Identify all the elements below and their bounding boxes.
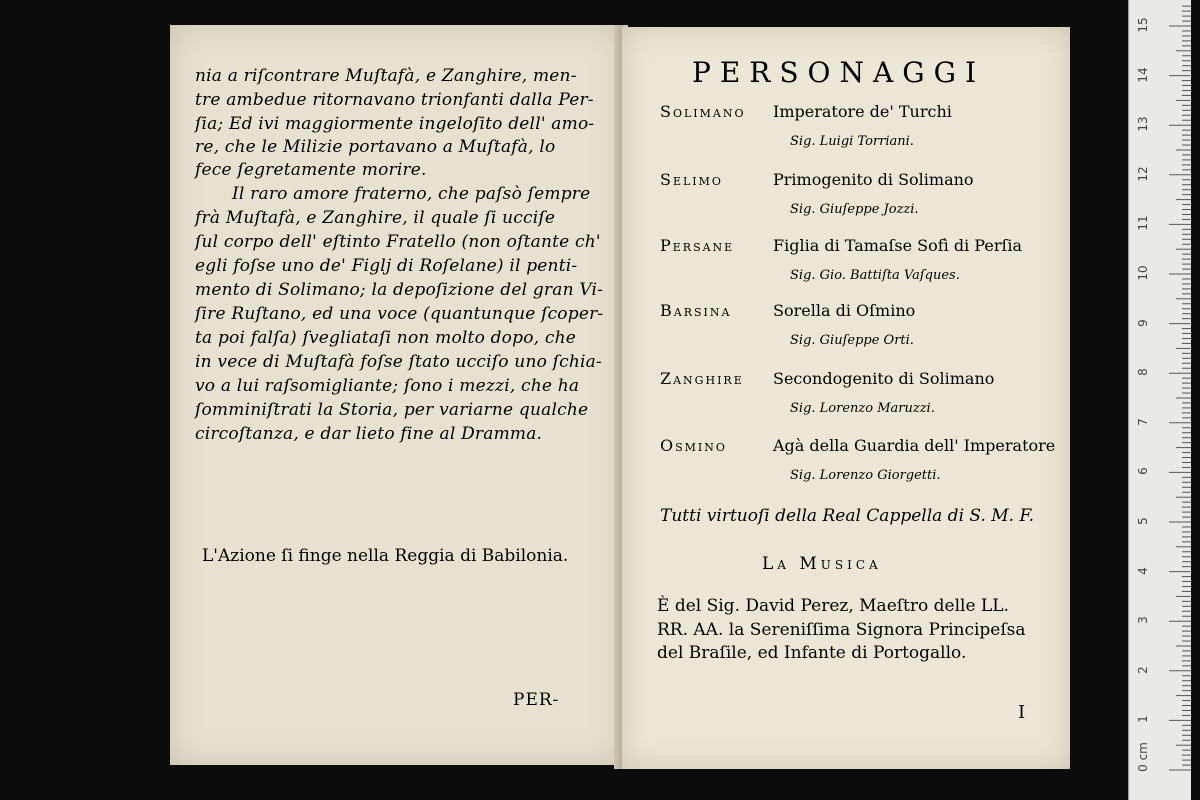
character-name: Zanghire bbox=[660, 369, 744, 388]
ruler-label: 9 bbox=[1136, 318, 1150, 327]
left-page-line: ſomminiſtrati la Storia, per variarne qualche bbox=[195, 400, 589, 420]
music-credit-line: RR. AA. la Sereniſſima Signora Principeſsa bbox=[657, 620, 1026, 640]
character-name: Osmino bbox=[660, 436, 727, 455]
left-page-line: Il raro amore fraterno, che paſsò ſempre bbox=[232, 184, 591, 204]
ruler-label: 14 bbox=[1136, 66, 1150, 83]
ruler-label: 11 bbox=[1136, 215, 1150, 232]
left-page-line: re, che le Milizie portavano a Muſtafà, lo bbox=[195, 137, 556, 157]
character-singer: Sig. Giuſeppe Jozzi. bbox=[790, 202, 919, 217]
page-number: I bbox=[1018, 702, 1026, 723]
music-heading: La Musica bbox=[762, 554, 882, 574]
page-title: PERSONAGGI bbox=[692, 56, 986, 89]
character-name: Barsina bbox=[660, 301, 732, 320]
setting-line: L'Azione ſi finge nella Reggia di Babilonia. bbox=[202, 546, 569, 566]
character-singer: Sig. Lorenzo Maruzzi. bbox=[790, 401, 935, 416]
left-page-line: nia a riſcontrare Muſtafà, e Zanghire, men- bbox=[195, 66, 577, 86]
character-name: Solimano bbox=[660, 102, 746, 121]
ruler-label: 8 bbox=[1136, 368, 1150, 377]
character-description: Agà della Guardia dell' Imperatore bbox=[773, 436, 1056, 455]
music-credit-line: È del Sig. David Perez, Maeſtro delle LL. bbox=[657, 596, 1009, 616]
character-singer: Sig. Luigi Torriani. bbox=[790, 134, 914, 149]
left-page-line: fece ſegretamente morire. bbox=[195, 160, 427, 180]
character-name: Selimo bbox=[660, 170, 723, 189]
ruler-label: 0 cm bbox=[1136, 742, 1150, 772]
ruler-label: 4 bbox=[1136, 566, 1150, 575]
ruler-label: 5 bbox=[1136, 517, 1150, 525]
character-description: Imperatore de' Turchi bbox=[773, 102, 952, 121]
left-page-line: tre ambedue ritornavano trionfanti dalla Per- bbox=[195, 90, 594, 110]
ruler-label: 6 bbox=[1136, 467, 1150, 476]
character-name: Persane bbox=[660, 236, 735, 255]
ruler-label: 13 bbox=[1136, 116, 1150, 132]
left-page-line: ſul corpo dell' eſtinto Fratello (non oſtante ch' bbox=[195, 232, 601, 252]
left-page-line: egli foſse uno de' Figlj di Roſelane) il penti- bbox=[195, 256, 578, 276]
music-credit-line: del Braſile, ed Infante di Portogallo. bbox=[657, 643, 967, 663]
left-page-line: frà Muſtafà, e Zanghire, il quale ſi ucciſe bbox=[195, 208, 556, 228]
character-singer: Sig. Lorenzo Giorgetti. bbox=[790, 468, 941, 483]
singers-note: Tutti virtuoſi della Real Cappella di S. M. F. bbox=[660, 506, 1035, 526]
ruler-label: 10 bbox=[1136, 265, 1150, 281]
character-description: Secondogenito di Solimano bbox=[773, 369, 995, 388]
ruler-label: 7 bbox=[1136, 417, 1150, 426]
ruler-label: 3 bbox=[1136, 616, 1150, 625]
left-page-line: ſia; Ed ivi maggiormente ingeloſito dell' amo- bbox=[195, 114, 595, 134]
left-page-line: ſire Ruſtano, ed una voce (quantunque ſcoper- bbox=[195, 304, 604, 324]
ruler-label: 2 bbox=[1136, 665, 1150, 674]
measuring-ruler bbox=[1128, 0, 1191, 800]
left-page-line: ta poi falſa) ſvegliataſi non molto dopo, che bbox=[195, 328, 576, 348]
left-page-line: mento di Solimano; la depoſizione del gran Vi- bbox=[195, 280, 604, 300]
character-singer: Sig. Gio. Battiſta Vaſques. bbox=[790, 268, 960, 283]
ruler-label: 1 bbox=[1136, 715, 1150, 724]
ruler-label: 15 bbox=[1136, 17, 1150, 33]
catchword: PER- bbox=[513, 690, 560, 710]
left-page-line: circoſtanza, e dar lieto fine al Dramma. bbox=[195, 424, 543, 444]
left-page-line: in vece di Muſtafà foſse ſtato ucciſo uno ſchia- bbox=[195, 352, 602, 372]
ruler-label: 12 bbox=[1136, 166, 1150, 182]
character-description: Primogenito di Solimano bbox=[773, 170, 974, 189]
character-description: Sorella di Oſmino bbox=[773, 301, 916, 320]
character-singer: Sig. Giuſeppe Orti. bbox=[790, 333, 914, 348]
left-page-line: vo a lui raſsomigliante; ſono i mezzi, che ha bbox=[195, 376, 580, 396]
character-description: Figlia di Tamaſse Sofì di Perſia bbox=[773, 236, 1023, 255]
